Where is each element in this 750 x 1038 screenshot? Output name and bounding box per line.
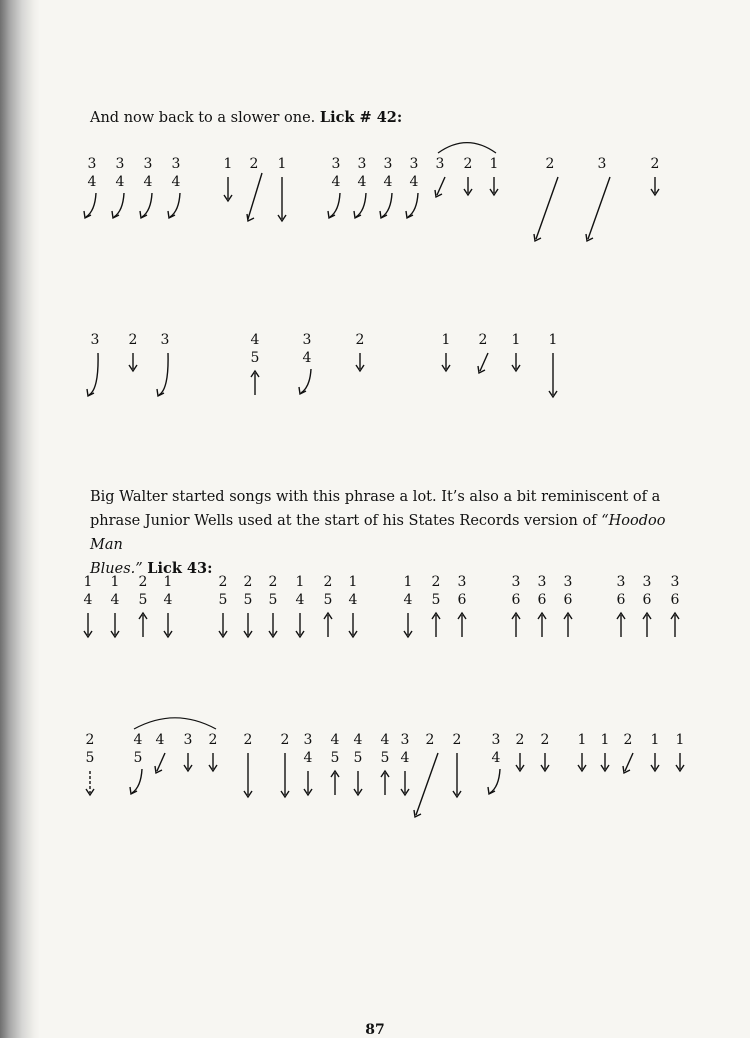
tab-hole-bottom: 4: [400, 750, 410, 766]
tab-hole-top: 1: [295, 574, 305, 590]
tab-hole-top: 2: [452, 732, 462, 748]
tab-hole-top: 2: [208, 732, 218, 748]
tab-hole-bottom: 5: [268, 592, 278, 608]
tab-hole-bottom: 5: [133, 750, 143, 766]
tab-hole-top: 2: [138, 574, 148, 590]
tab-hole-top: 1: [110, 574, 120, 590]
tab-hole-bottom: 4: [143, 174, 153, 190]
tab-hole-top: 3: [563, 574, 573, 590]
tab-hole-top: 2: [128, 332, 138, 348]
tab-hole-bottom: 4: [115, 174, 125, 190]
tab-hole-top: 3: [400, 732, 410, 748]
tab-hole-top: 3: [87, 156, 97, 172]
tab-hole-top: 2: [425, 732, 435, 748]
lick-label: Lick # 42:: [319, 109, 403, 126]
tab-hole-bottom: 5: [138, 592, 148, 608]
tab-hole-top: 3: [511, 574, 521, 590]
tab-hole-bottom: 6: [511, 592, 521, 608]
tab-hole-top: 1: [348, 574, 358, 590]
tab-hole-top: 4: [380, 732, 390, 748]
tab-hole-top: 2: [355, 332, 365, 348]
tab-hole-top: 2: [243, 574, 253, 590]
tab-hole-top: 2: [540, 732, 550, 748]
tab-hole-top: 2: [218, 574, 228, 590]
tab-hole-top: 3: [670, 574, 680, 590]
tab-hole-bottom: 4: [83, 592, 93, 608]
tab-hole-bottom: 4: [409, 174, 419, 190]
tab-hole-top: 3: [457, 574, 467, 590]
tab-hole-top: 3: [171, 156, 181, 172]
intro-text: And now back to a slower one.: [90, 110, 316, 126]
tab-hole-top: 3: [491, 732, 501, 748]
tab-hole-top: 1: [403, 574, 413, 590]
tab-hole-top: 1: [441, 332, 451, 348]
tab-hole-top: 3: [537, 574, 547, 590]
tab-hole-bottom: 6: [670, 592, 680, 608]
tab-hole-top: 2: [249, 156, 259, 172]
tab-hole-bottom: 4: [491, 750, 501, 766]
tab-hole-bottom: 5: [353, 750, 363, 766]
tab-hole-top: 3: [115, 156, 125, 172]
tab-hole-bottom: 5: [323, 592, 333, 608]
tab-hole-top: 2: [463, 156, 473, 172]
tab-hole-bottom: 4: [171, 174, 181, 190]
tab-hole-top: 2: [515, 732, 525, 748]
tab-hole-top: 3: [90, 332, 100, 348]
tab-hole-top: 4: [155, 732, 165, 748]
page-number: 87: [365, 1022, 385, 1038]
tab-hole-top: 3: [435, 156, 445, 172]
lick-label: Lick 43:: [147, 560, 213, 577]
tab-hole-bottom: 4: [357, 174, 367, 190]
tab-hole-top: 3: [160, 332, 170, 348]
tab-hole-bottom: 4: [302, 350, 312, 366]
tab-hole-top: 1: [548, 332, 558, 348]
tab-hole-top: 1: [163, 574, 173, 590]
tab-hole-top: 1: [511, 332, 521, 348]
tab-hole-top: 1: [277, 156, 287, 172]
tab-hole-top: 2: [478, 332, 488, 348]
tab-hole-top: 2: [268, 574, 278, 590]
tab-hole-bottom: 5: [431, 592, 441, 608]
tab-hole-top: 1: [600, 732, 610, 748]
tab-hole-top: 3: [642, 574, 652, 590]
tab-hole-bottom: 4: [348, 592, 358, 608]
tab-hole-top: 2: [243, 732, 253, 748]
tab-hole-top: 1: [489, 156, 499, 172]
tab-hole-bottom: 5: [330, 750, 340, 766]
tab-hole-top: 3: [302, 332, 312, 348]
tab-hole-bottom: 6: [537, 592, 547, 608]
tab-hole-bottom: 4: [87, 174, 97, 190]
tab-hole-bottom: 6: [642, 592, 652, 608]
tab-hole-top: 4: [330, 732, 340, 748]
tab-hole-top: 4: [250, 332, 260, 348]
tab-hole-top: 3: [357, 156, 367, 172]
tab-hole-top: 3: [616, 574, 626, 590]
song-title: “Hoodoo Man: [90, 513, 666, 553]
tab-hole-top: 2: [323, 574, 333, 590]
tab-hole-top: 2: [650, 156, 660, 172]
tab-hole-bottom: 5: [380, 750, 390, 766]
tab-hole-bottom: 5: [250, 350, 260, 366]
tab-hole-top: 1: [83, 574, 93, 590]
tab-hole-top: 2: [623, 732, 633, 748]
tab-hole-bottom: 5: [243, 592, 253, 608]
tab-hole-top: 2: [280, 732, 290, 748]
tab-hole-bottom: 4: [163, 592, 173, 608]
tab-hole-bottom: 4: [331, 174, 341, 190]
tab-hole-bottom: 4: [295, 592, 305, 608]
tab-hole-top: 3: [383, 156, 393, 172]
intro-line-1: Big Walter started songs with this phrase a lot. It’s also a bit reminiscent of a: [90, 489, 661, 505]
song-title-end: Blues.”: [90, 561, 143, 577]
slur-arc-lick42: [438, 143, 496, 153]
tab-hole-top: 3: [303, 732, 313, 748]
tab-hole-top: 4: [353, 732, 363, 748]
tab-hole-top: 1: [577, 732, 587, 748]
tab-hole-top: 3: [183, 732, 193, 748]
tab-hole-bottom: 4: [403, 592, 413, 608]
tab-hole-top: 1: [650, 732, 660, 748]
tab-hole-top: 3: [143, 156, 153, 172]
tab-hole-top: 3: [597, 156, 607, 172]
tab-hole-top: 3: [331, 156, 341, 172]
tab-hole-bottom: 5: [85, 750, 95, 766]
tab-hole-top: 3: [409, 156, 419, 172]
tab-hole-bottom: 4: [110, 592, 120, 608]
tab-hole-top: 1: [223, 156, 233, 172]
tab-hole-top: 2: [545, 156, 555, 172]
tab-hole-top: 2: [431, 574, 441, 590]
tab-hole-top: 4: [133, 732, 143, 748]
tab-hole-bottom: 4: [383, 174, 393, 190]
tab-hole-bottom: 6: [563, 592, 573, 608]
tab-hole-bottom: 5: [218, 592, 228, 608]
tab-hole-bottom: 4: [303, 750, 313, 766]
tab-hole-top: 1: [675, 732, 685, 748]
tab-hole-bottom: 6: [457, 592, 467, 608]
slur-arc-lick43: [134, 718, 216, 729]
tab-hole-bottom: 6: [616, 592, 626, 608]
intro-line-2: phrase Junior Wells used at the start of his States Records version of: [90, 513, 602, 529]
tab-hole-top: 2: [85, 732, 95, 748]
